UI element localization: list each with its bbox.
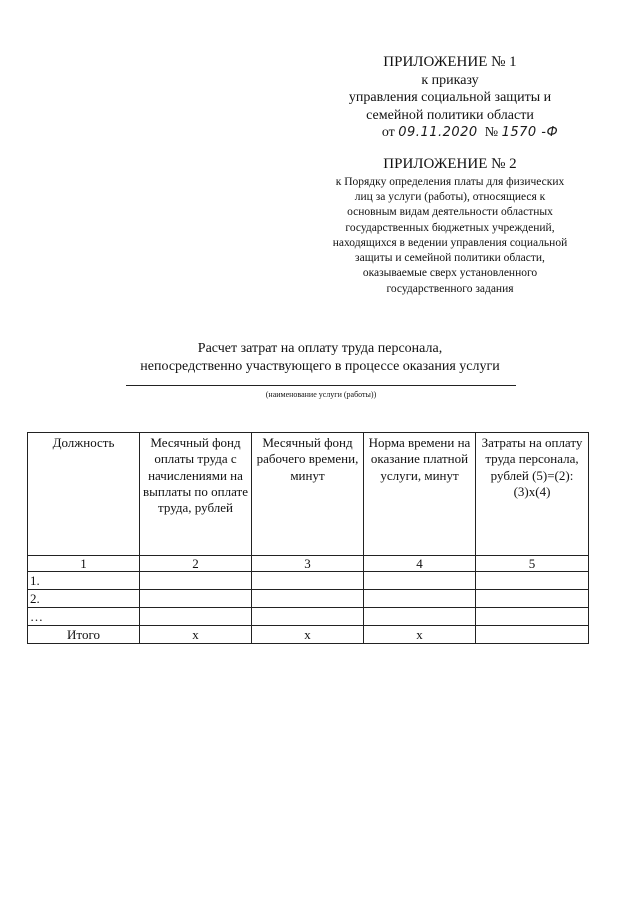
- table-cell: [364, 572, 476, 590]
- table-cell: 1.: [28, 572, 140, 590]
- table-cell: [476, 608, 589, 626]
- handwritten-date: 09.11.2020: [398, 125, 478, 141]
- calculation-title: [80, 340, 560, 376]
- table-header-row: [28, 433, 589, 556]
- table-row: [28, 608, 589, 626]
- total-cell: х: [252, 626, 364, 644]
- service-name-caption: (наименование услуги (работы)): [265, 390, 377, 399]
- appendix-2-block: [300, 155, 600, 297]
- total-cell: х: [140, 626, 252, 644]
- column-number: 2: [140, 556, 252, 572]
- header-monthly-fund: Месячный фонд оплаты труда с начислениями на выплаты по оплате труда, рублей: [140, 433, 252, 556]
- total-label: Итого: [28, 626, 140, 644]
- table-cell: [476, 572, 589, 590]
- table-cell: 2.: [28, 590, 140, 608]
- appendix-2-line: государственного задания: [386, 282, 514, 295]
- appendix-1-line1: к приказу: [421, 72, 479, 88]
- number-label: №: [484, 125, 499, 141]
- handwritten-number: 1570 -Ф: [501, 125, 559, 141]
- appendix-2-line: основным видам деятельности областных: [347, 206, 553, 219]
- table-cell: [476, 590, 589, 608]
- appendix-1-line2: управления социальной защиты и: [348, 90, 552, 106]
- appendix-2-line: государственных бюджетных учреждений,: [345, 221, 555, 234]
- table-row: [28, 590, 589, 608]
- appendix-2-body: [300, 175, 600, 297]
- total-cell: х: [364, 626, 476, 644]
- table-cell: [140, 608, 252, 626]
- table-cell: [364, 590, 476, 608]
- table-cell: [252, 590, 364, 608]
- appendix-2-line: находящихся в ведении управления социальной: [332, 236, 568, 249]
- total-cell: [476, 626, 589, 644]
- table-cell: …: [28, 608, 140, 626]
- table-row: [28, 572, 589, 590]
- appendix-2-line: защиты и семейной политики области,: [355, 252, 545, 265]
- header-costs: Затраты на оплату труда персонала, рублей (5)=(2):(3)х(4): [476, 433, 589, 556]
- table-cell: [252, 572, 364, 590]
- table-cell: [140, 590, 252, 608]
- appendix-2-line: к Порядку определения платы для физических: [335, 175, 565, 188]
- table-cell: [364, 608, 476, 626]
- service-name-line: [126, 385, 516, 386]
- column-number: 5: [476, 556, 589, 572]
- header-work-time: Месячный фонд рабочего времени, минут: [252, 433, 364, 556]
- appendix-1-block: [300, 53, 600, 142]
- header-position: Должность: [28, 433, 140, 556]
- calculation-title-line2: непосредственно участвующего в процессе оказания услуги: [140, 359, 500, 375]
- appendix-2-line: лиц за услуги (работы), относящиеся к: [354, 191, 546, 204]
- column-number: 4: [364, 556, 476, 572]
- column-number: 1: [28, 556, 140, 572]
- column-number: 3: [252, 556, 364, 572]
- calculation-title-line1: Расчет затрат на оплату труда персонала,: [197, 341, 443, 356]
- appendix-2-title: ПРИЛОЖЕНИЕ № 2: [383, 156, 517, 172]
- appendix-2-line: оказываемые сверх установленного: [362, 267, 538, 280]
- from-label: от: [381, 125, 395, 141]
- appendix-1-date-line: [300, 124, 600, 142]
- cost-table: [27, 432, 589, 644]
- table-cell: [252, 608, 364, 626]
- column-number-row: [28, 556, 589, 572]
- header-time-norm: Норма времени на оказание платной услуги, минут: [364, 433, 476, 556]
- appendix-1-line3: семейной политики области: [366, 107, 534, 123]
- total-row: [28, 626, 589, 644]
- table-cell: [140, 572, 252, 590]
- appendix-1-title: ПРИЛОЖЕНИЕ № 1: [383, 54, 517, 70]
